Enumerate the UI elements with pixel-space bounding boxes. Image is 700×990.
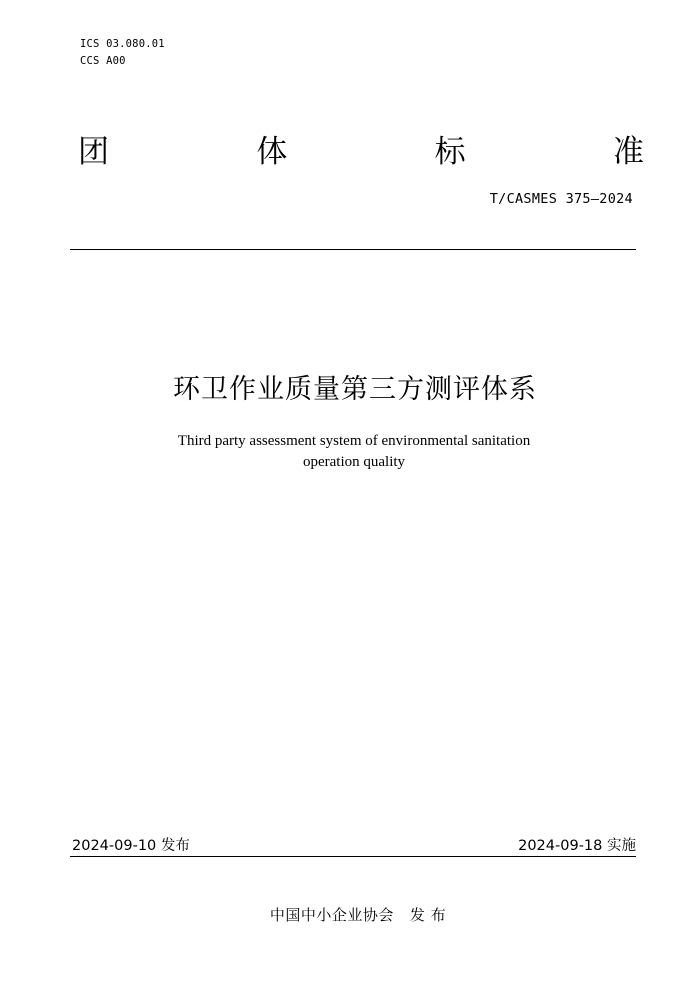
bottom-divider — [70, 856, 636, 857]
issuer-line — [0, 904, 700, 925]
title-char: 准 — [612, 134, 644, 170]
classification-codes — [80, 36, 165, 70]
issue-action: 发 布 — [409, 906, 447, 924]
issuer-name: 中国中小企业协会 — [269, 906, 394, 924]
implement-date: 2024-09-18 实施 — [518, 838, 636, 854]
ics-code: ICS 03.080.01 — [80, 38, 165, 50]
ccs-code: CCS A00 — [80, 55, 126, 67]
publish-date: 2024-09-10 发布 — [72, 838, 190, 854]
title-en-line: Third party assessment system of environmental sanitation — [177, 433, 531, 449]
title-char: 团 — [78, 134, 109, 170]
document-title-en — [0, 431, 700, 473]
standard-type-title — [78, 132, 644, 172]
top-divider — [70, 249, 636, 250]
standard-number: T/CASMES 375—2024 — [489, 191, 633, 207]
document-title-cn: 环卫作业质量第三方测评体系 — [173, 374, 537, 405]
title-char: 体 — [256, 134, 288, 170]
title-char: 标 — [434, 134, 466, 170]
title-en-line: operation quality — [302, 454, 406, 470]
